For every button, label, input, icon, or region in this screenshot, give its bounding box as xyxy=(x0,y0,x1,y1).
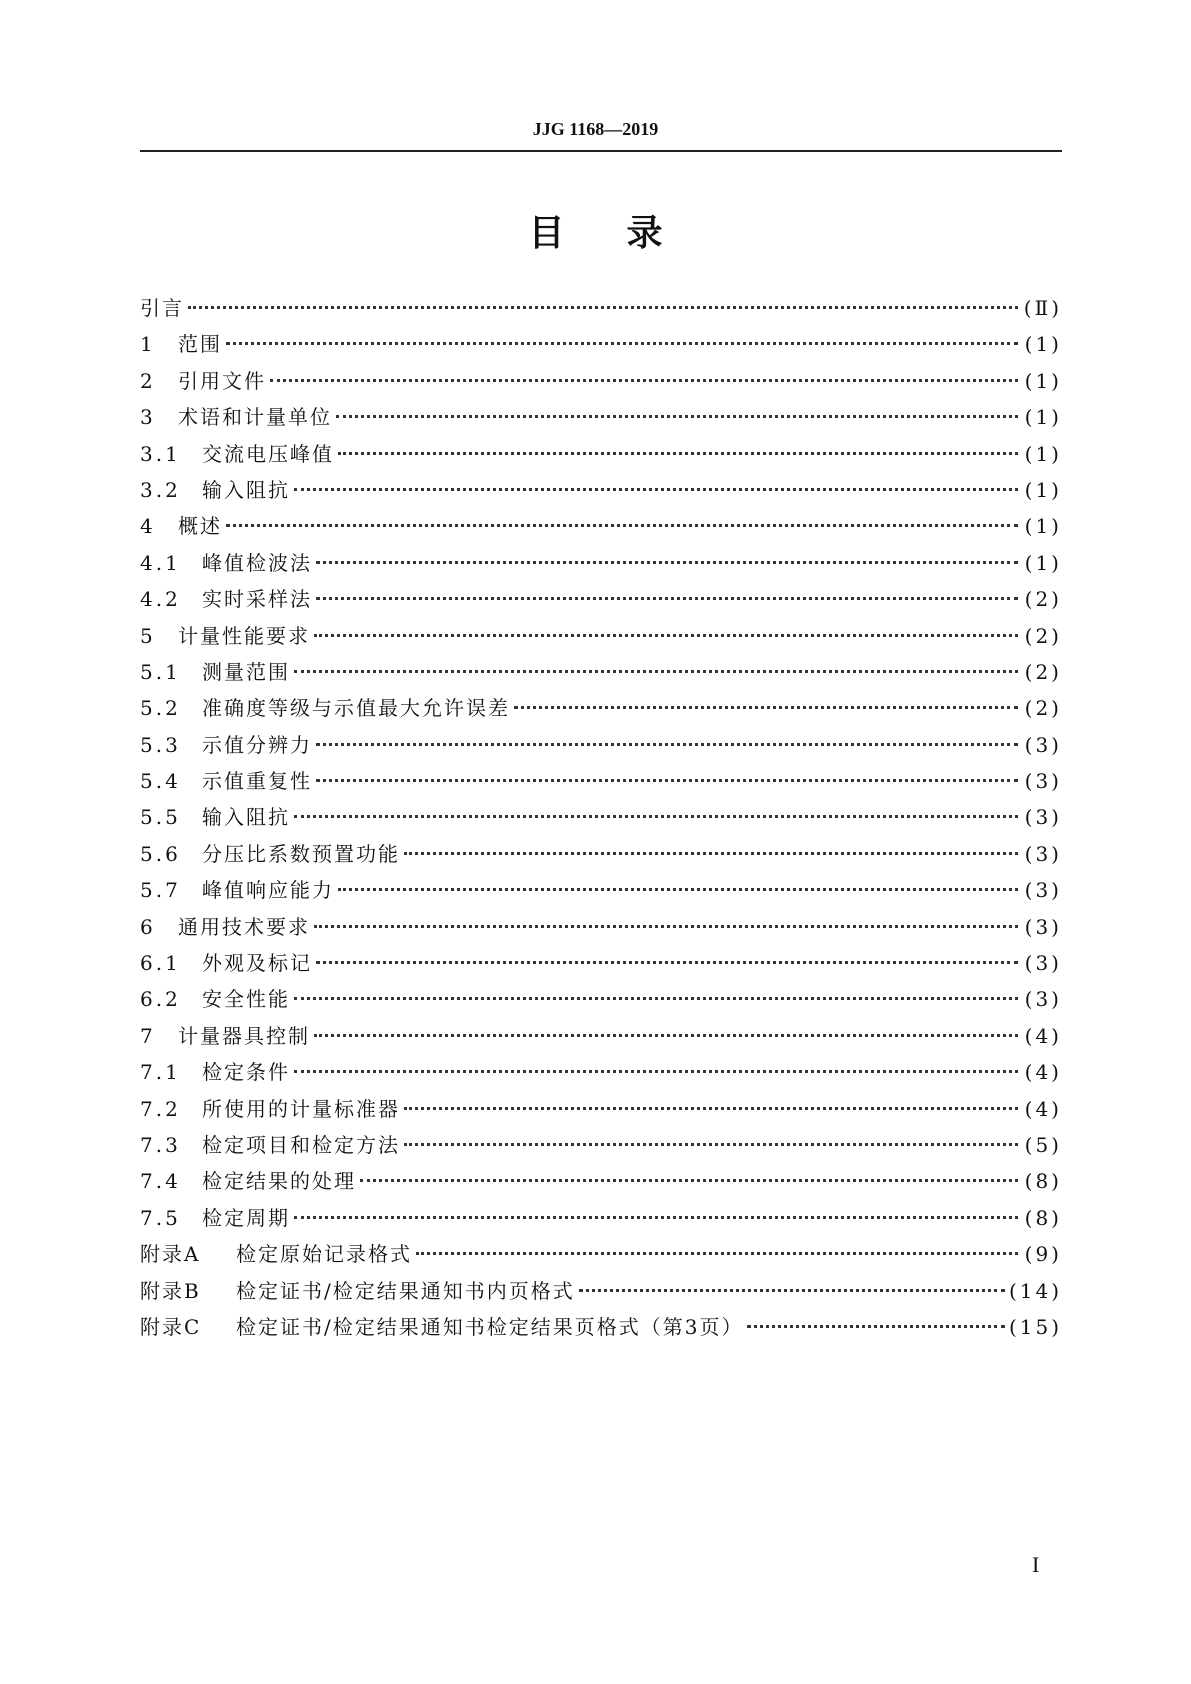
toc-entry[interactable] xyxy=(140,1020,1062,1056)
toc-entry-title: 引言 xyxy=(140,296,184,320)
toc-entry-page: (3) xyxy=(1024,732,1062,757)
toc-entry-title: 计量性能要求 xyxy=(178,623,310,648)
toc-entry-title: 引用文件 xyxy=(178,368,266,393)
toc-entry-number: 6 xyxy=(140,914,156,939)
toc-entry-number: 7.5 xyxy=(140,1205,181,1230)
toc-entry-page: (3) xyxy=(1024,987,1062,1012)
toc-entry-number: 5.5 xyxy=(140,805,181,830)
toc-entry-title: 检定项目和检定方法 xyxy=(202,1132,400,1157)
toc-entry-number: 7.1 xyxy=(140,1060,181,1085)
dot-leader xyxy=(294,997,1018,1000)
toc-entry[interactable] xyxy=(140,510,1062,546)
toc-entry[interactable] xyxy=(140,547,1062,583)
toc-entry-number: 7.3 xyxy=(140,1132,181,1157)
page-title: 目录 xyxy=(528,213,725,254)
toc-entry-page: (1) xyxy=(1024,441,1062,466)
toc-entry[interactable] xyxy=(140,1093,1062,1129)
toc-entry-title: 安全性能 xyxy=(202,987,290,1012)
toc-entry[interactable] xyxy=(140,656,1062,692)
toc-entry-number: 7.4 xyxy=(140,1169,181,1194)
header-rule xyxy=(140,150,1062,152)
dot-leader xyxy=(747,1325,1004,1328)
dot-leader xyxy=(294,1070,1018,1073)
toc-entry-title: 所使用的计量标准器 xyxy=(202,1096,400,1121)
toc-entry-page: (2) xyxy=(1024,659,1062,684)
dot-leader xyxy=(314,1034,1018,1037)
dot-leader xyxy=(314,634,1018,637)
toc-entry-number: 6.1 xyxy=(140,951,181,976)
toc-entry[interactable] xyxy=(140,1202,1062,1238)
toc-entry-title: 峰值检波法 xyxy=(202,550,312,575)
dot-leader xyxy=(338,452,1018,455)
toc-entry-number: 附录A xyxy=(140,1242,201,1267)
toc-entry[interactable] xyxy=(140,292,1062,328)
toc-entry-page: (3) xyxy=(1024,914,1062,939)
toc-entry-number: 5.3 xyxy=(140,732,181,757)
dot-leader xyxy=(579,1289,1005,1292)
page-number: I xyxy=(1032,1552,1040,1577)
dot-leader xyxy=(336,415,1018,418)
dot-leader xyxy=(294,670,1018,673)
toc-entry-title: 输入阻抗 xyxy=(202,477,290,502)
toc-entry[interactable] xyxy=(140,1129,1062,1165)
toc-entry-number: 附录C xyxy=(140,1314,202,1339)
toc-entry-page: (3) xyxy=(1024,805,1062,830)
toc-entry-page: (3) xyxy=(1024,878,1062,903)
toc-entry-page: (3) xyxy=(1024,951,1062,976)
toc-entry-number: 3.1 xyxy=(140,441,181,466)
toc-entry-page: (8) xyxy=(1024,1205,1062,1230)
dot-leader xyxy=(294,488,1018,491)
dot-leader xyxy=(404,852,1018,855)
toc-entry-number: 5.6 xyxy=(140,841,181,866)
toc-entry-title: 检定证书/检定结果通知书内页格式 xyxy=(236,1278,575,1303)
toc-entry[interactable] xyxy=(140,874,1062,910)
toc-entry-number: 5 xyxy=(140,623,156,648)
toc-entry-title: 实时采样法 xyxy=(202,587,312,612)
toc-entry-title: 准确度等级与示值最大允许误差 xyxy=(202,696,510,721)
toc-entry[interactable] xyxy=(140,911,1062,947)
toc-entry-page: (15) xyxy=(1008,1314,1062,1339)
toc-entry-number: 3 xyxy=(140,405,156,430)
toc-entry-title: 交流电压峰值 xyxy=(202,441,334,466)
toc-entry-number: 3.2 xyxy=(140,477,181,502)
toc-entry-number: 附录B xyxy=(140,1278,201,1303)
dot-leader xyxy=(294,815,1018,818)
toc-entry[interactable] xyxy=(140,765,1062,801)
toc-entry-number: 2 xyxy=(140,368,156,393)
toc-entry-page: (2) xyxy=(1024,696,1062,721)
toc-entry-title: 概述 xyxy=(178,514,222,539)
toc-entry[interactable] xyxy=(140,947,1062,983)
toc-entry-title: 输入阻抗 xyxy=(202,805,290,830)
dot-leader xyxy=(314,925,1018,928)
toc-entry-title: 检定结果的处理 xyxy=(202,1169,356,1194)
toc-entry-number: 5.1 xyxy=(140,659,181,684)
toc-entry-page: (2) xyxy=(1024,587,1062,612)
toc-entry-title: 测量范围 xyxy=(202,659,290,684)
dot-leader xyxy=(316,561,1018,564)
toc-entry[interactable] xyxy=(140,1165,1062,1201)
toc-entry-title: 示值分辨力 xyxy=(202,732,312,757)
toc-entry-page: (1) xyxy=(1024,368,1062,393)
toc-entry-page: (9) xyxy=(1024,1242,1062,1267)
dot-leader xyxy=(316,779,1018,782)
dot-leader xyxy=(404,1143,1018,1146)
toc-entry-title: 范围 xyxy=(178,332,222,357)
toc-entry-page: (1) xyxy=(1024,477,1062,502)
toc-entry-title: 峰值响应能力 xyxy=(202,878,334,903)
dot-leader xyxy=(338,888,1018,891)
dot-leader xyxy=(316,743,1018,746)
toc-entry-title: 外观及标记 xyxy=(202,951,312,976)
toc-entry-number: 1 xyxy=(140,332,156,357)
standard-code-header: JJG 1168—2019 xyxy=(532,119,659,139)
toc-entry-page: (Ⅱ) xyxy=(1023,296,1062,320)
toc-entry-title: 术语和计量单位 xyxy=(178,405,332,430)
toc-entry[interactable] xyxy=(140,401,1062,437)
toc-entry[interactable] xyxy=(140,983,1062,1019)
toc-entry-page: (1) xyxy=(1024,332,1062,357)
toc-entry[interactable] xyxy=(140,1056,1062,1092)
toc-entry[interactable] xyxy=(140,620,1062,656)
toc-entry-page: (4) xyxy=(1024,1096,1062,1121)
toc-entry-title: 通用技术要求 xyxy=(178,914,310,939)
toc-entry-title: 检定证书/检定结果通知书检定结果页格式（第3页） xyxy=(236,1314,744,1339)
toc-entry-title: 示值重复性 xyxy=(202,769,312,794)
toc-entry-page: (2) xyxy=(1024,623,1062,648)
dot-leader xyxy=(270,379,1018,382)
toc-entry[interactable] xyxy=(140,474,1062,510)
toc-entry-page: (5) xyxy=(1024,1132,1062,1157)
toc-entry-number: 7.2 xyxy=(140,1096,181,1121)
toc-entry-title: 检定条件 xyxy=(202,1060,290,1085)
toc-entry-number: 5.2 xyxy=(140,696,181,721)
dot-leader xyxy=(188,306,1018,309)
dot-leader xyxy=(226,342,1018,345)
toc-entry-page: (8) xyxy=(1024,1169,1062,1194)
toc-entry[interactable] xyxy=(140,692,1062,728)
toc-entry[interactable] xyxy=(140,801,1062,837)
toc-entry-page: (4) xyxy=(1024,1060,1062,1085)
toc-entry-number: 4 xyxy=(140,514,156,539)
toc-entry-title: 检定周期 xyxy=(202,1205,290,1230)
toc-entry-page: (1) xyxy=(1024,514,1062,539)
toc-entry[interactable] xyxy=(140,438,1062,474)
toc-entry[interactable] xyxy=(140,838,1062,874)
dot-leader xyxy=(294,1216,1018,1219)
toc-entry-page: (3) xyxy=(1024,841,1062,866)
toc-entry-number: 7 xyxy=(140,1023,156,1048)
toc-entry[interactable] xyxy=(140,1275,1062,1311)
dot-leader xyxy=(514,706,1018,709)
toc-entry-title: 检定原始记录格式 xyxy=(236,1242,412,1267)
toc-entry[interactable] xyxy=(140,729,1062,765)
toc-entry-number: 5.7 xyxy=(140,878,181,903)
toc-entry-page: (3) xyxy=(1024,769,1062,794)
toc-entry-title: 计量器具控制 xyxy=(178,1023,310,1048)
dot-leader xyxy=(226,524,1018,527)
toc-entry-page: (14) xyxy=(1008,1278,1062,1303)
toc-entry[interactable] xyxy=(140,1238,1062,1274)
toc-entry-page: (1) xyxy=(1024,405,1062,430)
dot-leader xyxy=(360,1179,1018,1182)
table-of-contents xyxy=(140,292,1062,1347)
dot-leader xyxy=(404,1107,1018,1110)
toc-entry[interactable] xyxy=(140,1311,1062,1347)
dot-leader xyxy=(416,1252,1018,1255)
toc-entry-page: (1) xyxy=(1024,550,1062,575)
toc-entry-number: 6.2 xyxy=(140,987,181,1012)
dot-leader xyxy=(316,961,1018,964)
toc-entry-number: 4.2 xyxy=(140,587,181,612)
dot-leader xyxy=(316,597,1018,600)
toc-entry-title: 分压比系数预置功能 xyxy=(202,841,400,866)
toc-entry-number: 5.4 xyxy=(140,769,181,794)
toc-entry-page: (4) xyxy=(1024,1023,1062,1048)
toc-entry[interactable] xyxy=(140,328,1062,364)
toc-entry[interactable] xyxy=(140,583,1062,619)
toc-entry-number: 4.1 xyxy=(140,550,181,575)
toc-entry[interactable] xyxy=(140,365,1062,401)
